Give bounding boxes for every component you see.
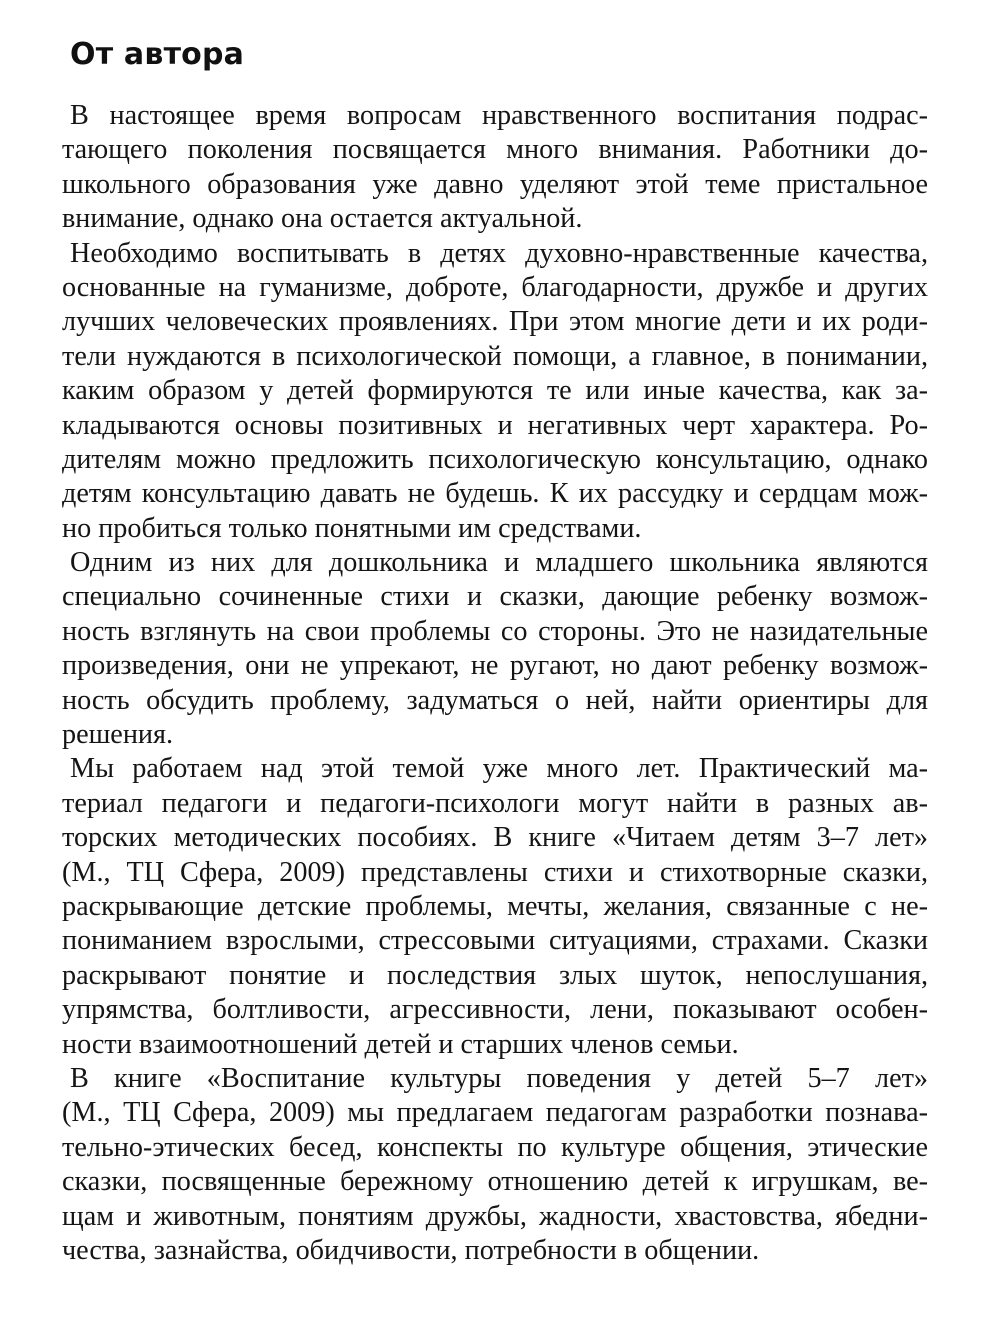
text-line: териал педагоги и педагоги-психологи могут найти в разных ав- (62, 787, 928, 819)
paragraph-3 (62, 546, 928, 752)
body-text (62, 99, 928, 1268)
paragraph-5 (62, 1062, 928, 1268)
text-line: раскрывающие детские проблемы, мечты, желания, связанные с не- (62, 890, 928, 922)
text-line: тельно-этических бесед, конспекты по культуре общения, этические (62, 1131, 928, 1163)
text-line: торских методических пособиях. В книге «Читаем детям 3–7 лет» (62, 822, 928, 854)
text-line: школьного образования уже давно уделяют этой теме пристальное (62, 168, 928, 200)
text-line: кладываются основы позитивных и негативных черт характера. Ро- (62, 409, 928, 441)
paragraph-4 (62, 752, 928, 1062)
text-line: упрямства, болтливости, агрессивности, лени, показывают особен- (62, 994, 928, 1026)
text-line: но пробиться только понятными им средствами. (62, 512, 642, 544)
text-line: тели нуждаются в психологической помощи, а главное, в понимании, (62, 340, 928, 372)
text-line: ность обсудить проблему, задуматься о ней, найти ориентиры для (62, 684, 928, 716)
text-line: ность взглянуть на свои проблемы со стороны. Это не назидательные (62, 615, 928, 647)
text-line: Одним из них для дошкольника и младшего школьника являются (70, 547, 928, 579)
text-line: В книге «Воспитание культуры поведения у детей 5–7 лет» (70, 1062, 928, 1094)
text-line: решения. (62, 719, 174, 751)
text-line: Мы работаем над этой темой уже много лет. Практический ма- (70, 753, 928, 785)
text-line: специально сочиненные стихи и сказки, дающие ребенку возмож- (62, 581, 928, 613)
text-line: ности взаимоотношений детей и старших членов семьи. (62, 1028, 739, 1060)
text-line: детям консультацию давать не будешь. К их рассудку и сердцам мож- (62, 478, 928, 510)
text-line: пониманием взрослыми, стрессовыми ситуациями, страхами. Сказки (62, 925, 928, 957)
text-line: раскрывают понятие и последствия злых шуток, непослушания, (62, 959, 928, 991)
text-line: основанные на гуманизме, доброте, благодарности, дружбе и других (62, 271, 928, 303)
text-line: (М., ТЦ Сфера, 2009) мы предлагаем педагогам разработки познава- (62, 1097, 928, 1129)
text-line: В настоящее время вопросам нравственного воспитания подрас- (70, 100, 928, 131)
text-line: чества, зазнайства, обидчивости, потребности в общении. (62, 1234, 760, 1266)
text-line: (М., ТЦ Сфера, 2009) представлены стихи и стихотворные сказки, (62, 856, 928, 888)
text-line: каким образом у детей формируются те или иные качества, как за- (62, 375, 928, 407)
text-line: щам и животным, понятиям дружбы, жадности, хвастовства, ябедни- (62, 1200, 928, 1232)
text-line: Необходимо воспитывать в детях духовно-нравственные качества, (70, 237, 928, 269)
text-line: сказки, посвященные бережному отношению детей к игрушкам, ве- (62, 1166, 928, 1198)
page-title: От автора (70, 37, 245, 72)
text-line: внимание, однако она остается актуальной. (62, 203, 583, 235)
text-line: лучших человеческих проявлениях. При этом многие дети и их роди- (62, 306, 928, 338)
text-line: произведения, они не упрекают, не ругают, но дают ребенку возмож- (62, 650, 928, 682)
paragraph-1 (62, 99, 928, 237)
paragraph-2 (62, 237, 928, 547)
text-line: дителям можно предложить психологическую консультацию, однако (62, 443, 928, 475)
text-line: тающего поколения посвящается много внимания. Работники до- (62, 134, 928, 166)
